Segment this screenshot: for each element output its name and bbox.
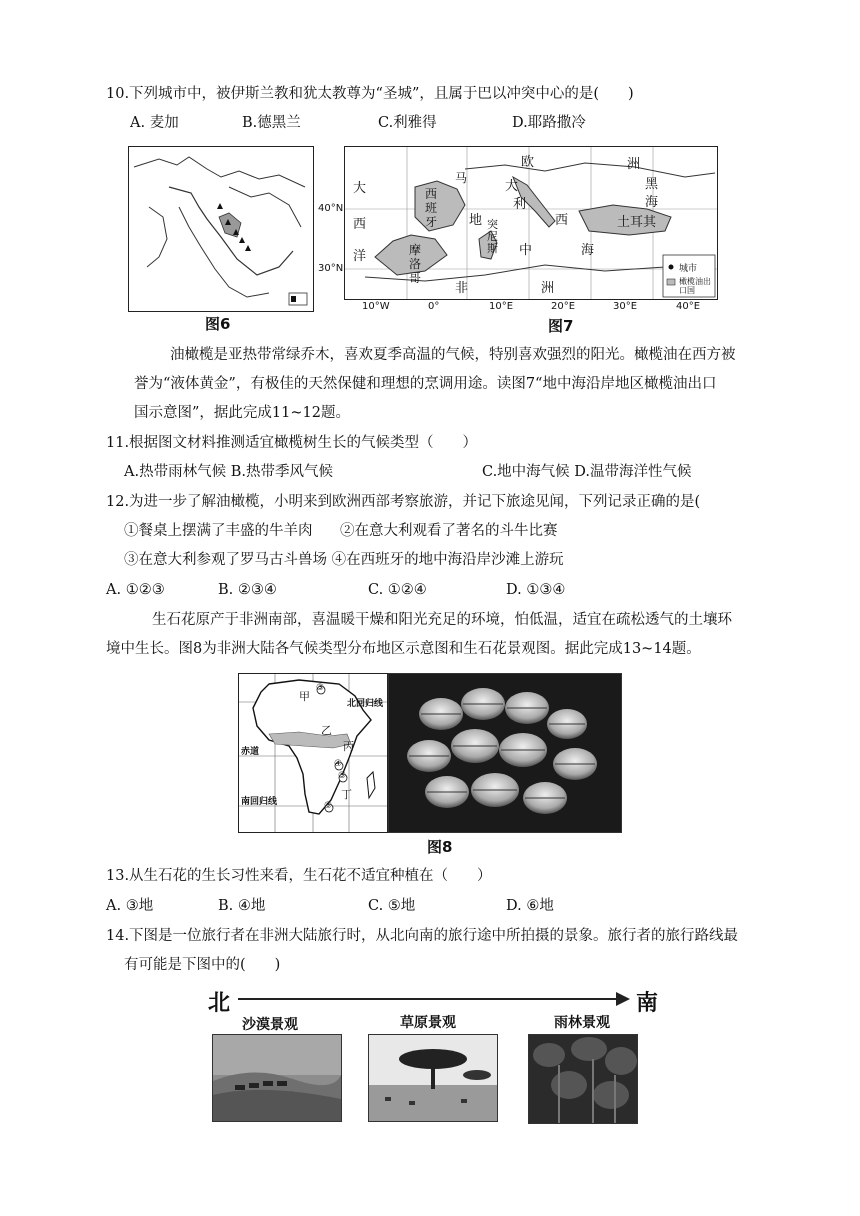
desert-photo xyxy=(212,1034,342,1122)
map-label-ou: 欧 xyxy=(521,155,535,170)
map-label-zhong: 中 xyxy=(519,243,533,258)
q13-stem: 13.从生石花的生长习性来看，生石花不适宜种植在（ ） xyxy=(106,868,492,884)
map-label-tunisia: 突尼斯 xyxy=(487,218,498,255)
map-label-turkey: 土耳其 xyxy=(617,215,657,230)
map-label-ding: 丁 xyxy=(341,788,352,801)
map-label-fei: 非 xyxy=(455,281,469,296)
lat-40n: 40°N xyxy=(318,203,344,214)
grassland-photo xyxy=(368,1034,498,1122)
intro1-line2: 誉为“液体黄金”，有极佳的天然保健和理想的烹调用途。读图7“地中海沿岸地区橄榄油出口 xyxy=(134,376,717,392)
map-label-zhou-africa: 洲 xyxy=(541,281,555,296)
lithops-photo-graphic xyxy=(389,674,621,832)
q12-option-b[interactable]: B. ②③④ xyxy=(218,582,277,598)
q12-option-a[interactable]: A. ①②③ xyxy=(106,582,165,598)
map-label-yang: 洋 xyxy=(353,249,367,264)
q14-stem-line1: 14.下图是一位旅行者在非洲大陆旅行时，从北向南的旅行途中所拍摄的景象。旅行者的旅行路线最 xyxy=(106,928,739,944)
rainforest-photo xyxy=(528,1034,638,1124)
intro2-line1: 生石花原产于非洲南部，喜温暖干燥和阳光充足的环境，怕低温，适宜在疏松透气的土壤环 xyxy=(152,612,732,628)
figure-7-caption: 图7 xyxy=(548,317,574,335)
desert-photo-graphic xyxy=(213,1035,341,1121)
middle-east-map-graphic xyxy=(129,147,313,311)
q10-option-b[interactable]: B.德黑兰 xyxy=(242,115,301,131)
figure-7-map xyxy=(344,146,718,300)
q13-option-d[interactable]: D. ⑥地 xyxy=(506,898,554,914)
q12-statement-2: ②在意大利观看了著名的斗牛比赛 xyxy=(340,523,558,539)
map-label-hai: 海 xyxy=(581,243,595,258)
legend-olive: 橄榄油出口国 xyxy=(679,277,711,295)
q12-option-d[interactable]: D. ①③④ xyxy=(506,582,566,598)
map-label-morocco: 摩洛哥 xyxy=(409,243,422,285)
desert-label: 沙漠景观 xyxy=(242,1017,298,1033)
grassland-photo-graphic xyxy=(369,1035,497,1121)
point-6: ⑥ xyxy=(324,801,333,811)
lat-30n: 30°N xyxy=(318,263,344,274)
legend-city: 城市 xyxy=(679,264,698,274)
figure-6-caption: 图6 xyxy=(205,315,231,333)
map-label-yi: 乙 xyxy=(321,724,332,737)
q13-option-a[interactable]: A. ③地 xyxy=(106,898,154,914)
q12-statement-1: ①餐桌上摆满了丰盛的牛羊肉 xyxy=(124,523,313,539)
point-3: ③ xyxy=(316,683,325,693)
q10-option-c[interactable]: C.利雅得 xyxy=(378,115,437,131)
q11-options-ab[interactable]: A.热带雨林气候 B.热带季风气候 xyxy=(124,464,333,480)
map-label-ma: 马 xyxy=(455,171,468,185)
figure-8-caption: 图8 xyxy=(427,838,453,856)
q10-option-a[interactable]: A. 麦加 xyxy=(130,115,179,131)
map-label-black-hai: 海 xyxy=(645,195,659,210)
map-label-xi2: 西 xyxy=(555,213,569,228)
lon-30e: 30°E xyxy=(613,301,638,312)
south-tropic-label: 南回归线 xyxy=(241,797,278,807)
q12-stem: 12.为进一步了解油橄榄，小明来到欧洲西部考察旅游，并记下旅途见闻，下列记录正确的是( xyxy=(106,494,701,510)
map-label-xi: 西 xyxy=(353,217,367,232)
intro1-line1: 油橄榄是亚热带常绿乔木，喜欢夏季高温的气候，特别喜欢强烈的阳光。橄榄油在西方被 xyxy=(170,347,736,363)
intro1-line3: 国示意图”，据此完成11~12题。 xyxy=(134,405,350,421)
route-arrow xyxy=(236,986,632,1012)
map-label-zhou-europe: 洲 xyxy=(627,157,641,172)
lon-40e: 40°E xyxy=(676,301,701,312)
q13-option-c[interactable]: C. ⑤地 xyxy=(368,898,416,914)
route-south-label: 南 xyxy=(636,991,659,1016)
lon-20e: 20°E xyxy=(551,301,576,312)
intro2-line2: 境中生长。图8为非洲大陆各气候类型分布地区示意图和生石花景观图。据此完成13~14题。 xyxy=(106,641,701,657)
q14-stem-line2: 有可能是下图中的( ) xyxy=(124,957,281,973)
figure-8-africa-map xyxy=(238,673,388,833)
lithops-photo xyxy=(388,673,622,833)
map-label-black-hei: 黑 xyxy=(645,177,659,192)
map-label-di: 地 xyxy=(469,213,483,228)
route-north-label: 北 xyxy=(208,991,231,1016)
q13-option-b[interactable]: B. ④地 xyxy=(218,898,266,914)
map-label-jia: 甲 xyxy=(299,690,310,703)
q10-option-d[interactable]: D.耶路撒冷 xyxy=(512,115,586,131)
map-label-bing: 丙 xyxy=(343,740,354,753)
map-label-spain: 西班牙 xyxy=(425,187,438,229)
lon-0: 0° xyxy=(428,301,440,312)
map-label-italy-li: 利 xyxy=(513,197,527,212)
point-5: ⑤ xyxy=(338,771,347,781)
q12-option-c[interactable]: C. ①②④ xyxy=(368,582,427,598)
equator-label: 赤道 xyxy=(241,747,260,757)
q11-options-cd[interactable]: C.地中海气候 D.温带海洋性气候 xyxy=(482,464,692,480)
q12-statement-3-4: ③在意大利参观了罗马古斗兽场 ④在西班牙的地中海沿岸沙滩上游玩 xyxy=(124,552,564,568)
lon-10e: 10°E xyxy=(489,301,514,312)
map-label-italy-da: 大 xyxy=(505,179,519,194)
map-label-da: 大 xyxy=(353,181,367,196)
lon-10w: 10°W xyxy=(362,301,390,312)
rainforest-label: 雨林景观 xyxy=(554,1015,610,1031)
q11-stem: 11.根据图文材料推测适宜橄榄树生长的气候类型（ ） xyxy=(106,435,478,451)
grassland-label: 草原景观 xyxy=(400,1015,456,1031)
q10-stem: 10.下列城市中，被伊斯兰教和犹太教尊为“圣城”，且属于巴以冲突中心的是( ) xyxy=(106,86,634,102)
north-tropic-label: 北回归线 xyxy=(347,699,384,709)
rainforest-photo-graphic xyxy=(529,1035,637,1123)
figure-6-map xyxy=(128,146,314,312)
point-4: ④ xyxy=(334,759,343,769)
